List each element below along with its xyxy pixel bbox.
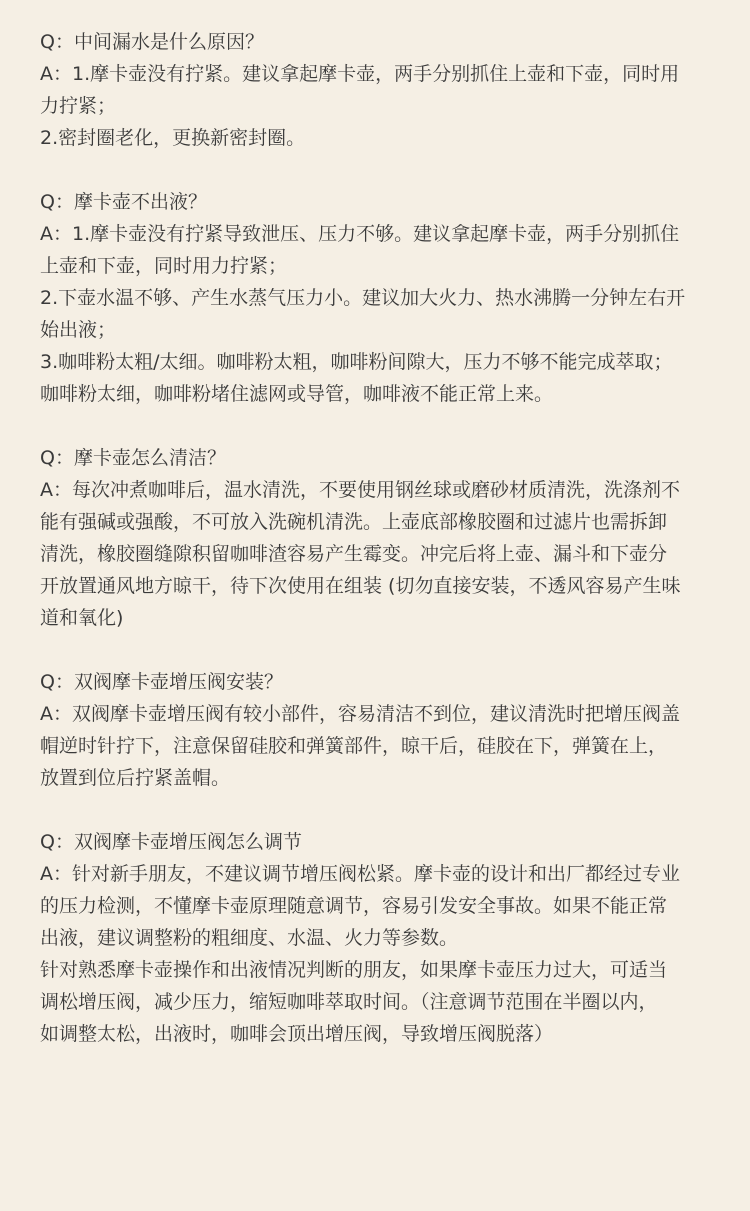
faq-answer-line: A：针对新手朋友，不建议调节增压阀松紧。摩卡壶的设计和出厂都经过专业 [40, 863, 680, 885]
faq-answer-line: 帽逆时针拧下，注意保留硅胶和弹簧部件，晾干后，硅胶在下，弹簧在上， [40, 735, 668, 757]
faq-answer-line: 2.密封圈老化，更换新密封圈。 [40, 127, 306, 149]
faq-question: Q：双阀摩卡壶增压阀安装？ [40, 671, 283, 693]
faq-answer-line: 2.下壶水温不够、产生水蒸气压力小。建议加大火力、热水沸腾一分钟左右开 [40, 287, 686, 309]
faq-answer-line: 的压力检测，不懂摩卡壶原理随意调节，容易引发安全事故。如果不能正常 [40, 895, 668, 917]
faq-block-valve-install [40, 666, 738, 794]
faq-question: Q：摩卡壶不出液？ [40, 191, 207, 213]
faq-answer-line: A：1.摩卡壶没有拧紧导致泄压、压力不够。建议拿起摩卡壶，两手分别抓住 [40, 223, 680, 245]
section-gap [40, 634, 738, 666]
faq-question: Q：摩卡壶怎么清洁？ [40, 447, 226, 469]
faq-question: Q：双阀摩卡壶增压阀怎么调节 [40, 831, 302, 853]
faq-answer-line: A：每次冲煮咖啡后，温水清洗，不要使用钢丝球或磨砂材质清洗，洗涤剂不 [40, 479, 680, 501]
faq-answer-line: 开放置通风地方晾干，待下次使用在组装 (切勿直接安装，不透风容易产生味 [40, 575, 681, 597]
faq-block-leak [40, 26, 738, 154]
faq-answer-line: 始出液； [40, 319, 117, 341]
faq-block-cleaning [40, 442, 738, 634]
faq-answer-line: A：双阀摩卡壶增压阀有较小部件，容易清洁不到位，建议清洗时把增压阀盖 [40, 703, 680, 725]
faq-answer-line: 出液，建议调整粉的粗细度、水温、火力等参数。 [40, 927, 459, 949]
faq-answer-line: A：1.摩卡壶没有拧紧。建议拿起摩卡壶，两手分别抓住上壶和下壶，同时用 [40, 63, 680, 85]
faq-answer-line: 放置到位后拧紧盖帽。 [40, 767, 231, 789]
faq-answer-line: 道和氧化) [40, 607, 124, 629]
faq-block-no-brew [40, 186, 738, 410]
faq-answer-line: 咖啡粉太细，咖啡粉堵住滤网或导管，咖啡液不能正常上来。 [40, 383, 554, 405]
faq-answer-line: 力拧紧； [40, 95, 117, 117]
faq-answer-line: 清洗，橡胶圈缝隙积留咖啡渣容易产生霉变。冲完后将上壶、漏斗和下壶分 [40, 543, 668, 565]
section-gap [40, 410, 738, 442]
faq-answer-line: 如调整太松，出液时，咖啡会顶出增压阀，导致增压阀脱落） [40, 1023, 554, 1045]
faq-answer-line: 针对熟悉摩卡壶操作和出液情况判断的朋友，如果摩卡壶压力过大，可适当 [40, 959, 668, 981]
faq-question: Q：中间漏水是什么原因？ [40, 31, 264, 53]
section-gap [40, 154, 738, 186]
faq-answer-line: 3.咖啡粉太粗/太细。咖啡粉太粗，咖啡粉间隙大，压力不够不能完成萃取； [40, 351, 673, 373]
faq-answer-line: 能有强碱或强酸，不可放入洗碗机清洗。上壶底部橡胶圈和过滤片也需拆卸 [40, 511, 668, 533]
faq-block-valve-adjust [40, 826, 738, 1050]
faq-answer-line: 上壶和下壶，同时用力拧紧； [40, 255, 288, 277]
faq-answer-line: 调松增压阀，减少压力，缩短咖啡萃取时间。（注意调节范围在半圈以内， [40, 991, 658, 1013]
section-gap [40, 794, 738, 826]
